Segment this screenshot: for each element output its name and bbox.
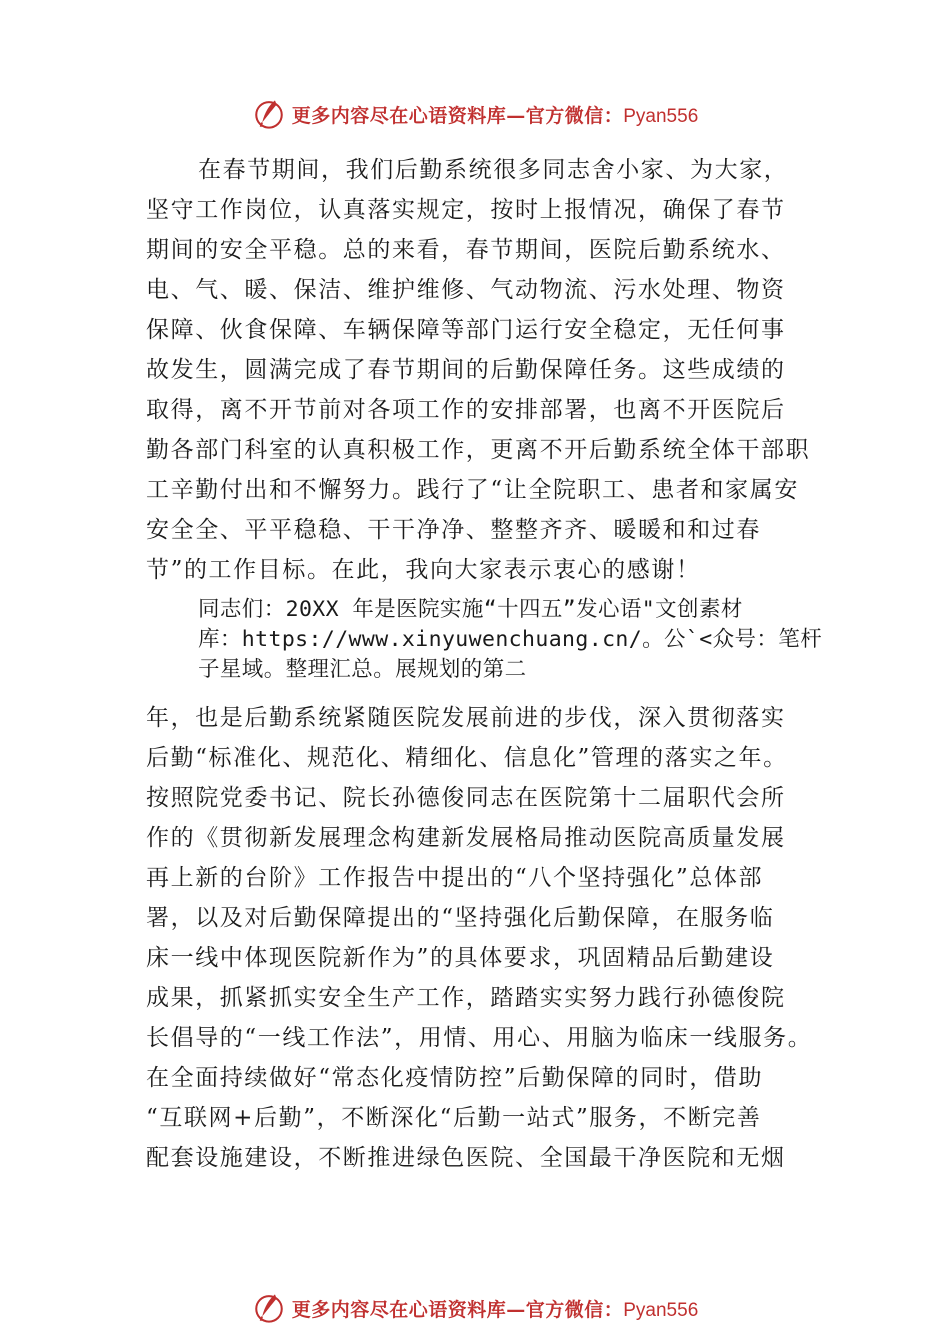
text-line: “互联网+后勤”，不断深化“后勤一站式”服务，不断完善 — [146, 1105, 762, 1131]
quill-seal-logo-icon — [252, 1291, 286, 1325]
text-line: 长倡导的“一线工作法”，用情、用心、用脑为临床一线服务。 — [146, 1025, 813, 1051]
text-line: 安全全、平平稳稳、干干净净、整整齐齐、暖暖和和过春 — [146, 517, 761, 543]
header-banner-text: 更多内容尽在心语资料库—官方微信：Pyan556 — [291, 104, 699, 127]
text-line: 工辛勤付出和不懈努力。践行了“让全院职工、患者和家属安 — [146, 477, 799, 503]
note-line: 子星域。整理汇总。展规划的第二 — [198, 657, 527, 682]
text-line: 年，也是后勤系统紧随医院发展前进的步伐，深入贯彻落实 — [146, 705, 786, 731]
footer-wechat-id: Pyan556 — [623, 1299, 699, 1321]
text-line: 节”的工作目标。在此，我向大家表示衷心的感谢！ — [146, 557, 701, 583]
note-line: 库：https://www.xinyuwenchuang.cn/。公`<众号：笔杆 — [198, 627, 823, 652]
quill-seal-logo-icon — [252, 97, 286, 131]
footer-banner — [0, 1288, 950, 1328]
document-body — [146, 150, 846, 1178]
text-line: 配套设施建设，不断推进绿色医院、全国最干净医院和无烟 — [146, 1145, 786, 1171]
text-line: 坚守工作岗位，认真落实规定，按时上报情况，确保了春节 — [146, 197, 786, 223]
text-line: 署，以及对后勤保障提出的“坚持强化后勤保障，在服务临 — [146, 905, 775, 931]
header-banner — [0, 94, 950, 134]
text-line: 作的《贯彻新发展理念构建新发展格局推动医院高质量发展 — [146, 825, 786, 851]
text-line: 成果，抓紧抓实安全生产工作，踏踏实实努力践行孙德俊院 — [146, 985, 786, 1011]
text-line: 按照院党委书记、院长孙德俊同志在医院第十二届职代会所 — [146, 785, 786, 811]
note-line: 同志们：20XX 年是医院实施“十四五”发心语"文创素材 — [198, 597, 743, 622]
header-wechat-id: Pyan556 — [623, 105, 699, 127]
text-line: 后勤“标准化、规范化、精细化、信息化”管理的落实之年。 — [146, 745, 788, 771]
watermark-note — [146, 595, 846, 685]
text-line: 床一线中体现医院新作为”的具体要求，巩固精品后勤建设 — [146, 945, 775, 971]
text-line: 保障、伙食保障、车辆保障等部门运行安全稳定，无任何事 — [146, 317, 786, 343]
text-line: 故发生，圆满完成了春节期间的后勤保障任务。这些成绩的 — [146, 357, 786, 383]
text-line: 再上新的台阶》工作报告中提出的“八个坚持强化”总体部 — [146, 865, 764, 891]
text-line: 电、气、暖、保洁、维护维修、气动物流、污水处理、物资 — [146, 277, 786, 303]
footer-banner-text: 更多内容尽在心语资料库—官方微信：Pyan556 — [291, 1298, 699, 1321]
text-line: 勤各部门科室的认真积极工作，更离不开后勤系统全体干部职 — [146, 437, 811, 463]
text-line: 期间的安全平稳。总的来看，春节期间，医院后勤系统水、 — [146, 237, 786, 263]
text-line: 取得，离不开节前对各项工作的安排部署，也离不开医院后 — [146, 397, 786, 423]
text-line: 在全面持续做好“常态化疫情防控”后勤保障的同时，借助 — [146, 1065, 764, 1091]
text-line: 在春节期间，我们后勤系统很多同志舍小家、为大家， — [198, 157, 789, 183]
